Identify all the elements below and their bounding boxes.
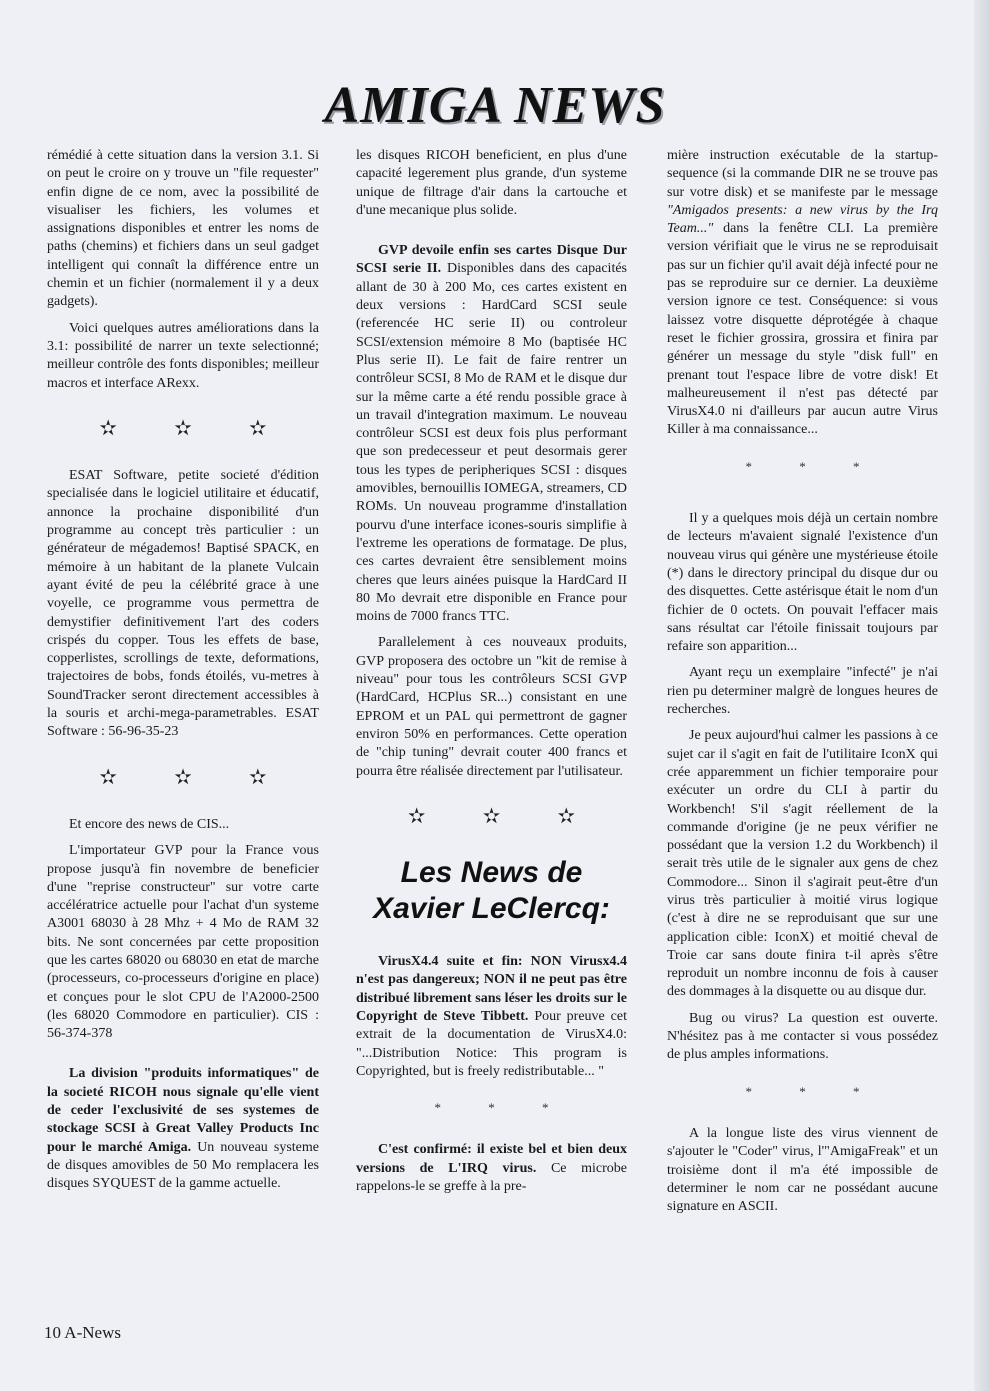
asterisk-separator: * * *	[745, 1083, 882, 1099]
paragraph: Voici quelques autres améliorations dans la 3.1: possibilité de narrer un texte selectionné; meilleur contrôle des fonts disponibles; meilleur macros et interface ARexx.	[47, 320, 319, 391]
column-3	[667, 147, 938, 1224]
paragraph: ESAT Software, petite societé d'édition specialisée dans le logiciel utilitaire et éducatif, annonce la prochaine disponibilité d'un programme au concept très particulier : un générateur de mégademos! Baptisé SPACK, en mémoire à un habitant de la planete Vulcain ayant évité de peu la célébrité grace à une voyelle, ce programme vous permettra de demystifier definitivement l'art des coders crispés du copper. Tous les effets de base, copperlistes, scrollings de texte, deformations, trajectoires de bobs, fonds étoilés, vu-metres à SoundTracker seront directement accessibles à la souris et archi-mega-parametrables. ESAT Software : 56-96-35-23	[47, 468, 319, 740]
star-ornament: ✫ ✫ ✫	[99, 764, 293, 789]
page-edge-shadow	[974, 0, 990, 1391]
paragraph: Je peux aujourd'hui calmer les passions à ce sujet car il s'agit en fait de l'utilitaire IconX qui crée apparemment un fichier temporaire pour exécuter un ordre du CLI à partir du Workbench! S'il s'agit réellement de la commande d'origine (je ne peux vérifier ne possédant que la version 1.2 du Workbench) il serait très utile de le signaler aux gens de chez Commodore... Sinon il s'agirait peut-être d'un virus très particulier à moitié virus logique (c'est à dire ne se reproduisant que sur une application cible: IconX) et moitié cheval de Troie car sans doute finira t-il après s'être reproduit un nombre inconnu de fois à causer des dommages à la disquette ou au disque dur.	[667, 728, 938, 1000]
body-text: Ce microbe rappelons-le se greffe à la pre-	[356, 1160, 628, 1195]
asterisk-separator: * * *	[434, 1100, 571, 1116]
paragraph	[667, 147, 938, 440]
paragraph: Parallelement à ces nouveaux produits, GVP proposera des octobre un "kit de remise à niveau" pour tous les contrôleurs SCSI GVP (HardCard, HCPlus SR...) consistant en une EPROM et un PAL qui permettront de gagner environ 50% en performances. Cette operation de "chip tuning" devrait couter 400 francs et pourra être réalisée directement par l'utilisateur.	[356, 635, 627, 779]
paragraph: L'importateur GVP pour la France vous propose jusqu'à fin novembre de beneficier d'une "reprise constructeur" sur votre carte accélératrice actuelle pour l'achat d'un systeme A3001 68030 à 28 Mhz + 4 Mo de RAM 32 bits. Ne sont concernées par cette proposition que les cartes 68020 ou 68030 en etat de marche (processeurs, co-processeurs d'origine en place) et conçues pour le slot CPU de l'A2000-2500 (les 68020 Commodore en particulier). CIS : 56-374-378	[47, 843, 319, 1042]
body-text: dans la fenêtre CLI. La première version vérifiait que le virus ne se reproduisait pas sur un fichier qu'il avait déjà infecté pour ne pas se reproduire sur ce dernier. La deuxième version ignore ce test. Conséquence: si vous laissez votre disquette déprotégée à chaque reset le fichier grossira, grossira et finira par générer un message du style "disk full" en prenant tout l'espace libre de votre disk! Et malheureusement il n'est pas détecté par VirusX4.0 ni d'ailleurs par aucun autre Virus Killer à ma connaissance...	[667, 221, 938, 438]
paragraph: A la longue liste des virus viennent de s'ajouter le "Coder" virus, l'"AmigaFreak" et un troisième dont il m'a été impossible de determiner le nom car ne possédant aucune signature en ASCII.	[667, 1125, 938, 1215]
body-text: Un nouveau systeme de disques amovibles de 50 Mo remplacera les disques SYQUEST de la gamme actuelle.	[47, 1139, 319, 1192]
heading-line: Xavier LeClercq:	[373, 892, 610, 926]
star-ornament: ✫ ✫ ✫	[407, 803, 602, 828]
asterisk-separator: * * *	[745, 458, 882, 474]
bold-lead: VirusX4.4 suite et fin: NON Virusx4.4 n'est pas dangereux; NON il ne peut pas être distribué librement sans léser les droits sur le Copyright de Steve Tibbett.	[356, 954, 627, 1024]
quoted-message: "Amigados presents: a new virus by the Irq Team..."	[667, 202, 938, 237]
masthead-title: AMIGA NEWS	[324, 77, 666, 134]
paragraph: Ayant reçu un exemplaire "infecté" je n'ai rien pu determiner malgrè de longues heures de recherches.	[667, 665, 938, 718]
paragraph: rémédié à cette situation dans la version 3.1. Si on peut le croire on y trouve un "file requester" enfin digne de ce nom, avec la possibilité de visualiser les fichiers, les volumes et assignations disponibles et entrer les noms de paths (chemins) et fichiers dans un seul gadget intelligent qui connaît la différence entre un chemin et un fichier (normalement il y a deux gadgets).	[47, 148, 319, 310]
paragraph: les disques RICOH beneficient, en plus d'une capacité legerement plus grande, d'un systeme unique de filtrage d'air dans la cartouche et d'une mecanique plus solide.	[356, 148, 627, 218]
heading-line: Les News de	[400, 856, 583, 890]
column-1	[47, 147, 319, 1202]
section-heading	[356, 855, 627, 927]
paragraph	[356, 1141, 627, 1196]
column-2	[356, 147, 627, 1204]
paragraph	[47, 1065, 319, 1193]
paragraph: Et encore des news de CIS...	[69, 816, 230, 832]
star-ornament: ✫ ✫ ✫	[99, 415, 293, 440]
bold-lead: La division "produits informatiques" de la societé RICOH nous signale qu'elle vient de ceder l'exclusivité de ses systemes de stockage SCSI à Great Valley Products Inc pour le marché Amiga.	[47, 1066, 319, 1155]
bold-lead: GVP devoile enfin ses cartes Disque Dur SCSI serie II.	[356, 243, 627, 277]
body-text: Pour preuve cet extrait de la documentation de VirusX4.0: "...Distribution Notice: This program is Copyrighted, but is freely redistributable... "	[356, 1008, 628, 1079]
page-footer: 10 A-News	[44, 1323, 121, 1342]
body-text: Disponibles dans des capacités allant de 30 à 200 Mo, ces cartes existent en deux versions : HardCard SCSI seule (referencée HC serie II) ou controleur SCSI/extension mémoire 8 Mo (baptisée HC Plus serie II). Le fait de faire rentrer un contrôleur SCSI, 8 Mo de RAM et le disque dur sur la même carte a été rendu possible grace à un travail d'integration maximum. Le nouveau contrôleur SCSI est deux fois plus performant que son predecesseur et peut desormais gerer tous les types de peripheriques SCSI : disques amovibles, bernouillis IOMEGA, streamers, CD ROMs. Un nouveau programme d'installation pourvu d'une interface icones-souris simplifie à l'extreme les operations de formatage. De plus, ces cartes devraient être sensiblement moins cheres que leurs ainées puisque la HardCard II 80 Mo devrait etre disponible en France pour moins de 7000 francs TTC.	[356, 261, 628, 625]
paragraph	[356, 242, 627, 626]
body-text: mière instruction exécutable de la startup-sequence (si la commande DIR ne se trouve pas sur votre disk) et se manifeste par le message	[667, 148, 938, 200]
paragraph: Bug ou virus? La question est ouverte. N'hésitez pas à me contacter si vous possédez de plus amples informations.	[667, 1010, 938, 1063]
paragraph	[356, 953, 627, 1081]
paragraph: Il y a quelques mois déjà un certain nombre de lecteurs m'avaient signalé l'existence d'un nouveau virus qui génère une mystérieuse étoile (*) dans le directory principal du disque dur ou des disquettes. Cette astérisque était le nom d'un fichier de 0 octets. On pouvait l'effacer mais sans résultat car l'étoile finissait toujours par refaire son apparition...	[667, 511, 938, 655]
bold-lead: C'est confirmé: il existe bel et bien deux versions de L'IRQ virus.	[356, 1142, 627, 1176]
